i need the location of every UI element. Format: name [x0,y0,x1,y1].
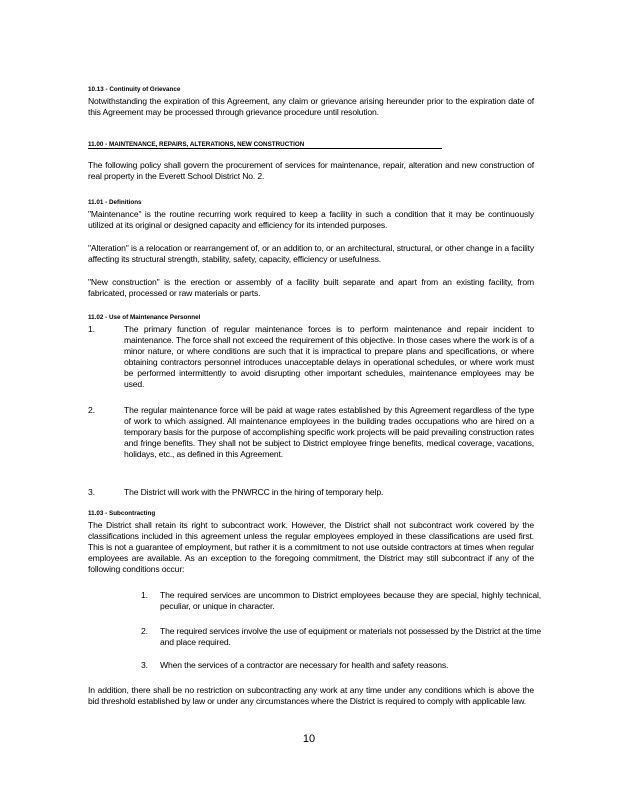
heading-maintenance-repairs: 11.00 - MAINTENANCE, REPAIRS, ALTERATIONS, NEW CONSTRUCTION [88,141,442,149]
list-item-text: The District will work with the PNWRCC in the hiring of temporary help. [124,487,384,497]
definition-new-construction: "New construction" is the erection or assembly of a facility built separate and apart from an existing facility, from fabricated, processed or raw materials or parts. [88,277,534,298]
heading-continuity-of-grievance: 10.13 - Continuity of Grievance [88,86,181,93]
paragraph-continuity-of-grievance: Notwithstanding the expiration of this Agreement, any claim or grievance arising hereunder prior to the expiration date of this Agreement may be processed through grievance procedure until resolution. [88,96,534,117]
definition-maintenance: "Maintenance" is the routine recurring work required to keep a facility in such a condition that it may be continuously utilized at its original or designed capacity and efficiency for its intended purposes. [88,209,534,230]
condition-number: 1. [141,590,148,600]
paragraph-closing: In addition, there shall be no restriction on subcontracting any work at any time under any conditions which is above the bid threshold established by law or under any circumstances where the District is required to comply with applicable law. [88,685,534,706]
paragraph-subcontracting: The District shall retain its right to subcontract work. However, the District shall not subcontract work covered by the classifications included in this agreement unless the regular employees employed in these classifications are used first. This is not a guarantee of employment, but rather it is a commitment to not use outside contractors at times when regular employees are available. As an exception to the foregoing commitment, the District may still subcontract if any of the following conditions occur: [88,520,534,574]
list-item-text: The primary function of regular maintenance forces is to perform maintenance and repair incident to maintenance. The force shall not exceed the requirement of this objective. In those cases where the work is of a minor nature, or where conditions are such that it is impractical to prepare plans and specifications, or where obtaining contractors personnel introduces unacceptable delays in operational schedules, or where work must be performed intermittently to avoid disrupting other important schedules, maintenance employees may be used. [124,324,534,389]
list-item-number: 1. [88,324,95,334]
list-item-number: 3. [88,487,95,497]
page-number: 10 [302,733,316,745]
condition-text: The required services are uncommon to District employees because they are special, highly technical, peculiar, or unique in character. [160,590,541,611]
list-item-text: The regular maintenance force will be paid at wage rates established by this Agreement regardless of the type of work to which assigned. All maintenance employees in the building trades occupations who are hired on a temporary basis for the purpose of accomplishing specific work projects will be paid prevailing construction rates and fringe benefits. They shall not be subject to District employee fringe benefits, medical coverage, vacations, holidays, etc., as defined in this Agreement. [124,405,534,459]
list-item-number: 2. [88,405,95,415]
heading-use-of-maintenance-personnel: 11.02 - Use of Maintenance Personnel [88,314,201,321]
paragraph-procurement-policy: The following policy shall govern the procurement of services for maintenance, repair, alteration and new construction of real property in the Everett School District No. 2. [88,160,534,181]
definition-alteration: "Alteration" is a relocation or rearrangement of, or an addition to, or an architectural, structural, or other change in a facility affecting its structural strength, stability, safety, capacity, efficiency or usefulness. [88,243,534,264]
condition-text: When the services of a contractor are necessary for health and safety reasons. [160,660,449,670]
heading-subcontracting: 11.03 - Subcontracting [88,510,156,517]
condition-text: The required services involve the use of equipment or materials not possessed by the District at the time and place required. [160,626,541,647]
condition-number: 2. [141,626,148,636]
heading-definitions: 11.01 - Definitions [88,199,142,206]
condition-number: 3. [141,660,148,670]
